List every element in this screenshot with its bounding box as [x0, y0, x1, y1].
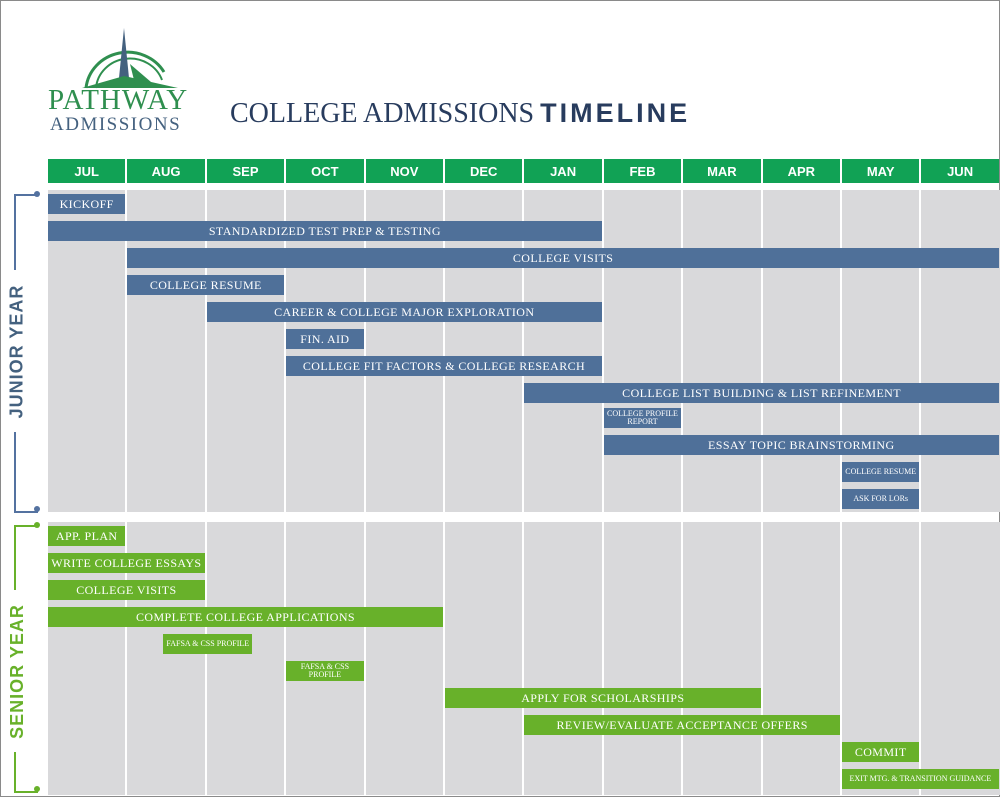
month-gridline — [522, 522, 524, 795]
month-gridline — [364, 522, 366, 795]
senior-task-bar: APPLY FOR SCHOLARSHIPS — [445, 688, 761, 708]
month-gridline — [681, 190, 683, 512]
month-feb: FEB — [604, 159, 681, 183]
senior-year-panel — [48, 522, 1000, 795]
logo-wordmark-bottom: ADMISSIONS — [50, 114, 182, 135]
junior-task-bar: COLLEGE RESUME — [842, 462, 919, 482]
senior-task-bar: WRITE COLLEGE ESSAYS — [48, 553, 205, 573]
month-gridline — [205, 522, 207, 795]
junior-task-bar: FIN. AID — [286, 329, 363, 349]
senior-task-bar: APP. PLAN — [48, 526, 125, 546]
month-gridline — [443, 522, 445, 795]
senior-task-bar: COLLEGE VISITS — [48, 580, 205, 600]
senior-year-label: SENIOR YEAR — [4, 590, 30, 752]
junior-task-bar: COLLEGE VISITS — [127, 248, 998, 268]
month-gridline — [919, 522, 921, 795]
junior-task-bar: ASK FOR LORs — [842, 489, 919, 509]
month-mar: MAR — [683, 159, 760, 183]
title-normal: COLLEGE ADMISSIONS — [230, 98, 535, 129]
month-header — [48, 159, 1000, 183]
senior-task-bar: COMMIT — [842, 742, 919, 762]
month-jul: JUL — [48, 159, 125, 183]
junior-bracket-dot-bottom — [34, 506, 40, 512]
title-bold: TIMELINE — [540, 98, 691, 128]
junior-task-bar: ESSAY TOPIC BRAINSTORMING — [604, 435, 999, 455]
junior-year-panel — [48, 190, 1000, 512]
senior-bracket-dot-bottom — [34, 786, 40, 792]
month-gridline — [602, 190, 604, 512]
junior-task-bar: KICKOFF — [48, 194, 125, 214]
junior-task-bar: CAREER & COLLEGE MAJOR EXPLORATION — [207, 302, 602, 322]
senior-task-bar: COMPLETE COLLEGE APPLICATIONS — [48, 607, 443, 627]
junior-task-bar: COLLEGE RESUME — [127, 275, 284, 295]
month-gridline — [919, 190, 921, 512]
senior-task-bar: EXIT MTG. & TRANSITION GUIDANCE — [842, 769, 999, 789]
senior-task-bar: FAFSA & CSS PROFILE — [286, 661, 363, 681]
month-sep: SEP — [207, 159, 284, 183]
junior-task-bar: STANDARDIZED TEST PREP & TESTING — [48, 221, 602, 241]
month-gridline — [681, 522, 683, 795]
month-gridline — [602, 522, 604, 795]
month-gridline — [284, 522, 286, 795]
logo-wordmark-top: PATHWAY — [48, 84, 189, 116]
month-jan: JAN — [524, 159, 601, 183]
month-gridline — [761, 190, 763, 512]
month-gridline — [761, 522, 763, 795]
month-aug: AUG — [127, 159, 204, 183]
junior-task-bar: COLLEGE FIT FACTORS & COLLEGE RESEARCH — [286, 356, 602, 376]
junior-bracket-dot-top — [34, 191, 40, 197]
month-dec: DEC — [445, 159, 522, 183]
month-oct: OCT — [286, 159, 363, 183]
senior-task-bar: FAFSA & CSS PROFILE — [163, 634, 252, 654]
senior-bracket-dot-top — [34, 522, 40, 528]
month-may: MAY — [842, 159, 919, 183]
page-title — [230, 100, 690, 128]
month-jun: JUN — [921, 159, 998, 183]
senior-task-bar: REVIEW/EVALUATE ACCEPTANCE OFFERS — [524, 715, 840, 735]
junior-task-bar: COLLEGE LIST BUILDING & LIST REFINEMENT — [524, 383, 998, 403]
month-apr: APR — [763, 159, 840, 183]
junior-task-bar: COLLEGE PROFILE REPORT — [604, 408, 681, 428]
month-nov: NOV — [366, 159, 443, 183]
junior-year-label: JUNIOR YEAR — [4, 270, 30, 432]
